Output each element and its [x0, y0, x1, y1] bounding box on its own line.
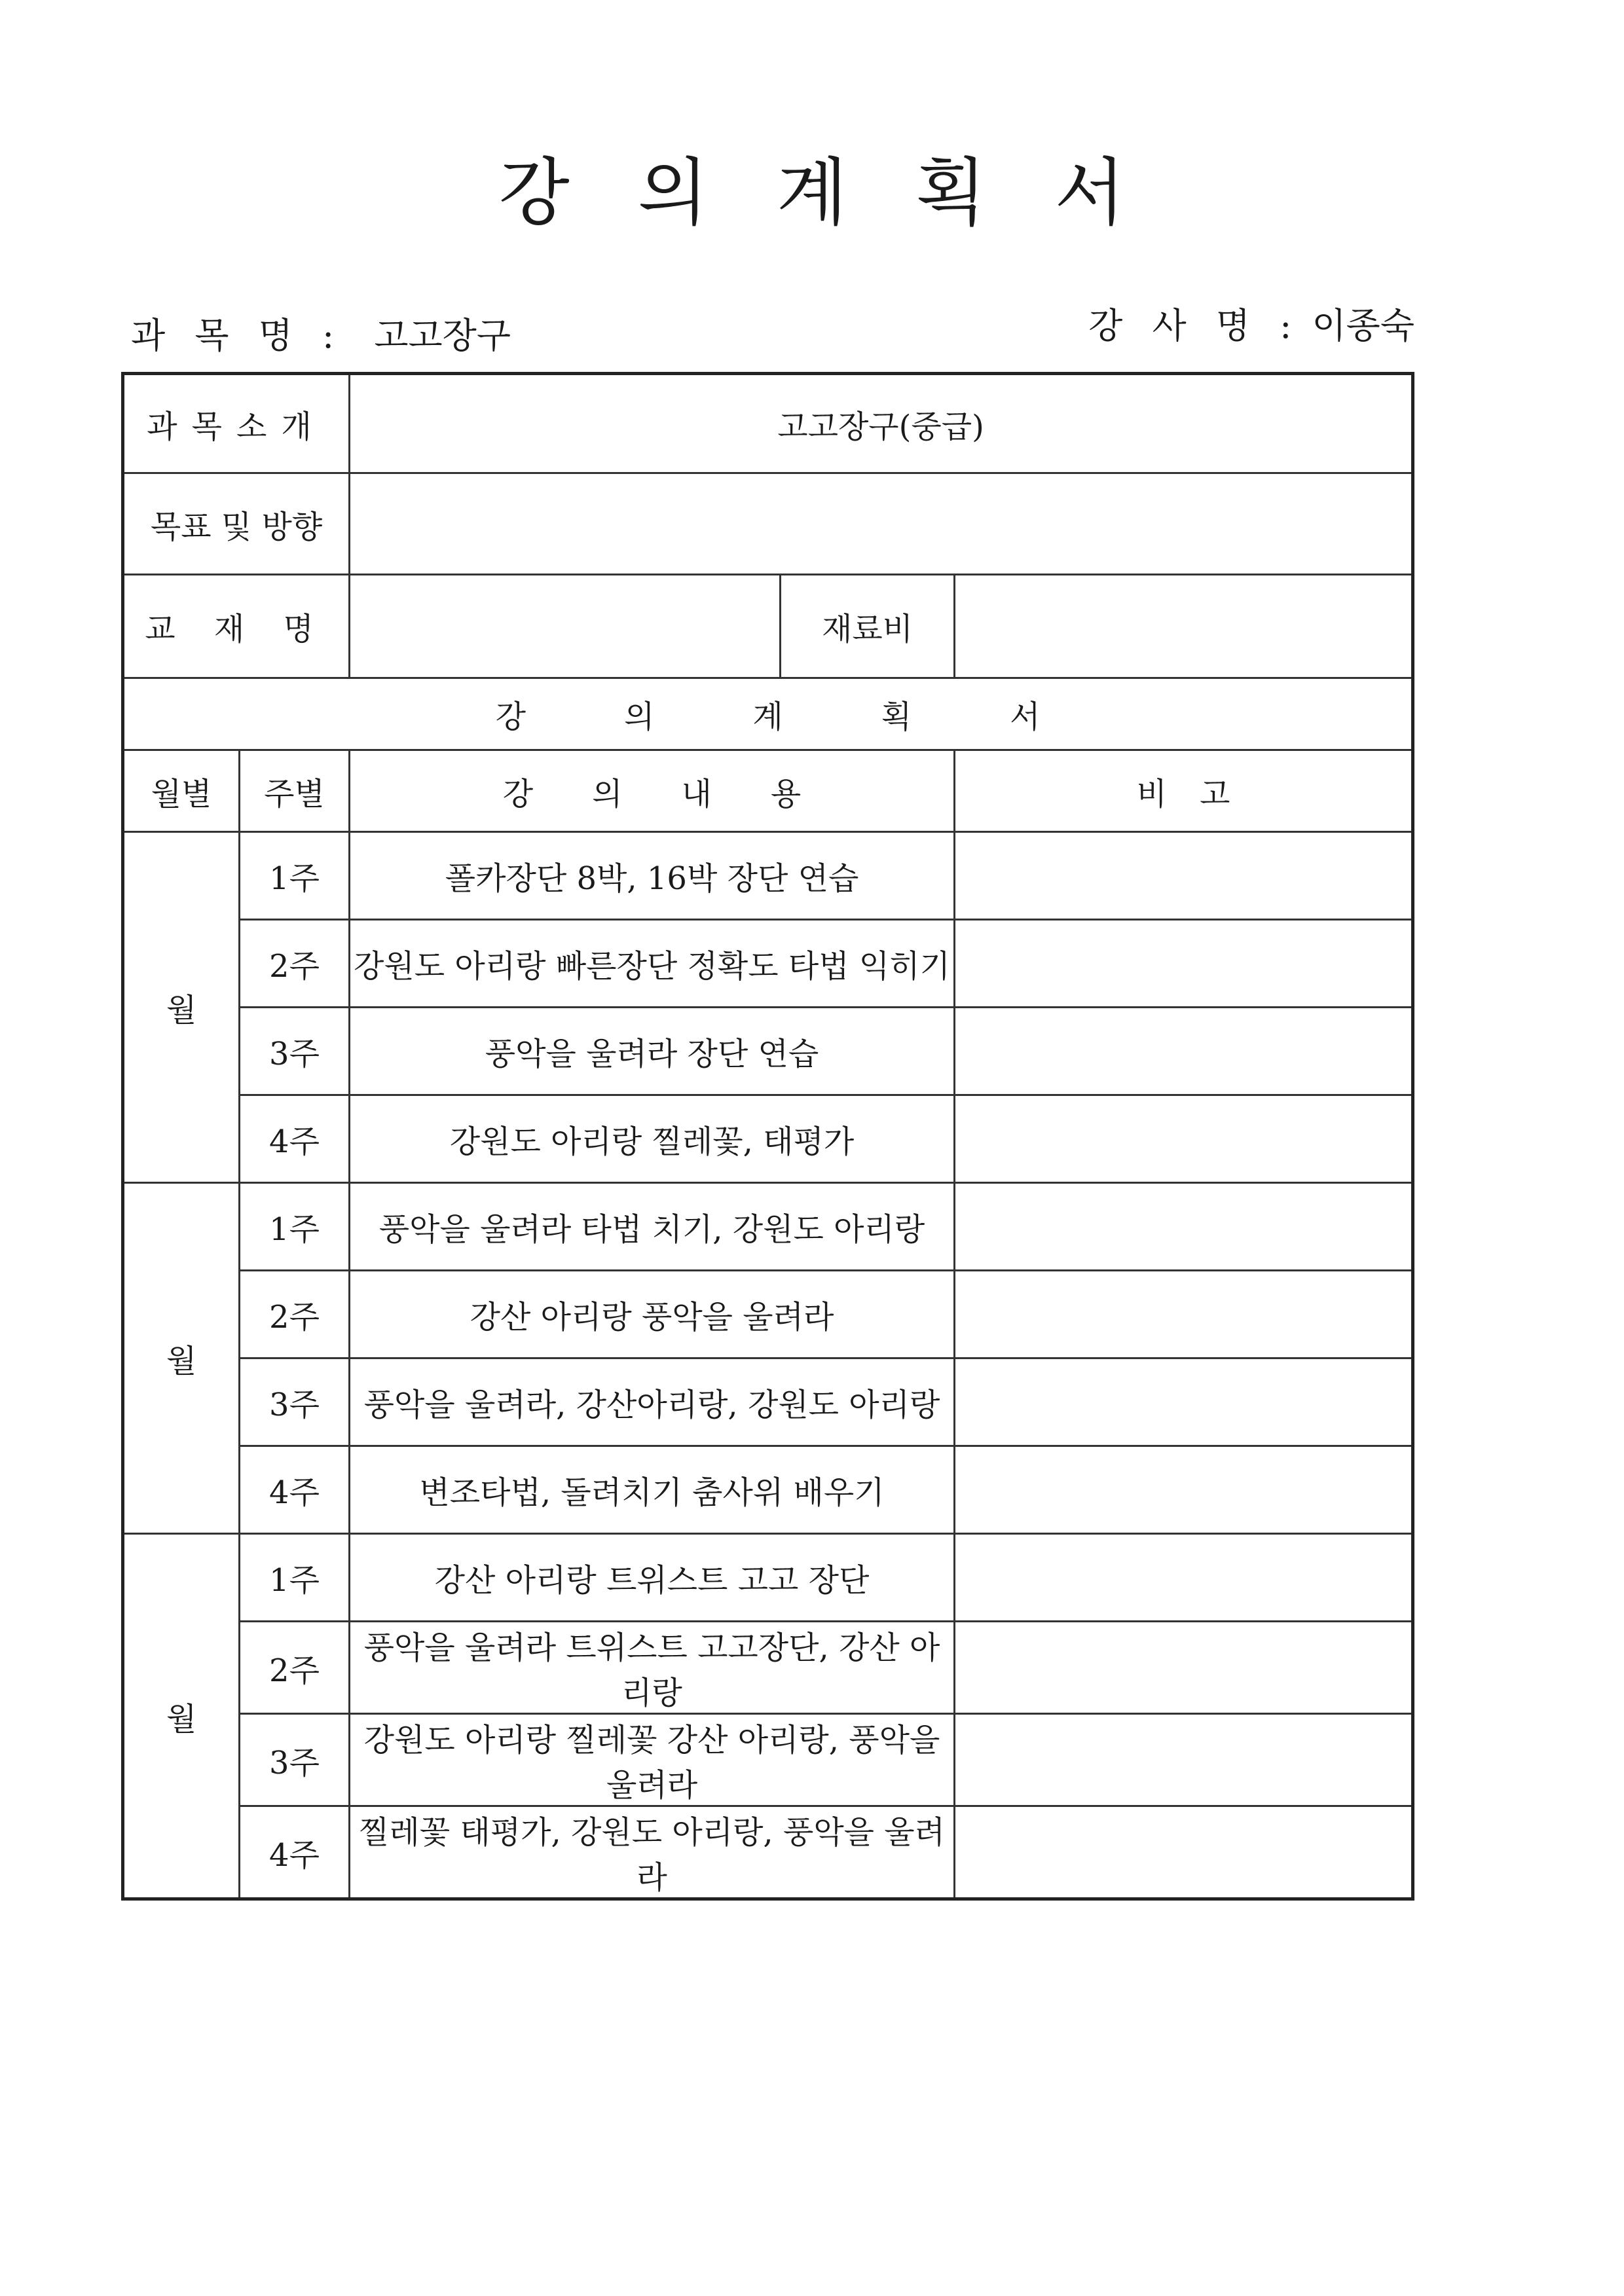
title-char: 서 — [1054, 151, 1126, 236]
week-note — [955, 1183, 1413, 1271]
week-note — [955, 1008, 1413, 1095]
week-label: 1주 — [240, 1534, 350, 1622]
lecturer-value: 이종숙 — [1312, 305, 1414, 346]
textbook-value — [350, 575, 781, 678]
week-note — [955, 1095, 1413, 1183]
week-note — [955, 832, 1413, 920]
table-row — [123, 1358, 1413, 1446]
textbook-label: 교 재 명 — [123, 575, 350, 678]
week-label: 3주 — [240, 1008, 350, 1095]
week-content: 변조타법, 돌려치기 춤사위 배우기 — [350, 1446, 955, 1534]
table-row — [123, 1534, 1413, 1622]
week-note — [955, 1534, 1413, 1622]
week-label: 4주 — [240, 1095, 350, 1183]
week-label: 2주 — [240, 920, 350, 1008]
month-label: 월 — [123, 1534, 240, 1899]
week-content: 폴카장단 8박, 16박 장단 연습 — [350, 832, 955, 920]
week-content: 강원도 아리랑 빠른장단 정확도 타법 익히기 — [350, 920, 955, 1008]
table-row — [123, 1183, 1413, 1271]
week-content: 강산 아리랑 풍악을 울려라 — [350, 1271, 955, 1358]
title-char: 의 — [637, 151, 709, 236]
month-label: 월 — [123, 1183, 240, 1534]
intro-label: 과목소개 — [123, 374, 350, 473]
col-month-header: 월별 — [123, 750, 240, 832]
lecturer-label: 강 사 명 : — [1088, 305, 1301, 346]
week-note — [955, 1806, 1413, 1899]
table-row — [123, 1622, 1413, 1714]
subject-value: 고고장구 — [374, 315, 511, 356]
week-content: 풍악을 울려라, 강산아리랑, 강원도 아리랑 — [350, 1358, 955, 1446]
week-label: 1주 — [240, 832, 350, 920]
col-content-header: 강의내용 — [350, 750, 955, 832]
table-row — [123, 832, 1413, 920]
week-note — [955, 1358, 1413, 1446]
table-row — [123, 1714, 1413, 1806]
col-week-header: 주별 — [240, 750, 350, 832]
week-content: 찔레꽃 태평가, 강원도 아리랑, 풍악을 울려라 — [350, 1806, 955, 1899]
goal-label: 목표 및 방향 — [123, 473, 350, 575]
fee-label: 재료비 — [781, 575, 955, 678]
week-label: 1주 — [240, 1183, 350, 1271]
week-content: 강원도 아리랑 찔레꽃 강산 아리랑, 풍악을 울려라 — [350, 1714, 955, 1806]
fee-value — [955, 575, 1413, 678]
week-label: 4주 — [240, 1446, 350, 1534]
week-note — [955, 1271, 1413, 1358]
table-row — [123, 920, 1413, 1008]
subject-label: 과 목 명 : — [131, 315, 344, 356]
week-label: 2주 — [240, 1271, 350, 1358]
week-label: 4주 — [240, 1806, 350, 1899]
section-title: 강의계획서 — [123, 678, 1413, 750]
document-title — [0, 134, 1624, 240]
title-char: 획 — [915, 151, 987, 236]
month-label: 월 — [123, 832, 240, 1183]
week-label: 3주 — [240, 1714, 350, 1806]
week-content: 강산 아리랑 트위스트 고고 장단 — [350, 1534, 955, 1622]
week-note — [955, 1446, 1413, 1534]
week-label: 2주 — [240, 1622, 350, 1714]
week-note — [955, 1622, 1413, 1714]
subject-line — [131, 308, 511, 358]
table-row — [123, 1446, 1413, 1534]
goal-value — [350, 473, 1413, 575]
title-char: 계 — [776, 151, 848, 236]
table-row — [123, 1095, 1413, 1183]
week-content: 풍악을 울려라 장단 연습 — [350, 1008, 955, 1095]
title-char: 강 — [498, 151, 570, 236]
table-row — [123, 1806, 1413, 1899]
week-content: 풍악을 울려라 타법 치기, 강원도 아리랑 — [350, 1183, 955, 1271]
lecturer-line — [1088, 298, 1414, 348]
week-content: 강원도 아리랑 찔레꽃, 태평가 — [350, 1095, 955, 1183]
lecture-plan-table — [121, 372, 1414, 1901]
col-note-header: 비고 — [955, 750, 1413, 832]
week-label: 3주 — [240, 1358, 350, 1446]
table-row — [123, 1008, 1413, 1095]
week-content: 풍악을 울려라 트위스트 고고장단, 강산 아리랑 — [350, 1622, 955, 1714]
table-row — [123, 1271, 1413, 1358]
week-note — [955, 1714, 1413, 1806]
week-note — [955, 920, 1413, 1008]
intro-value: 고고장구(중급) — [350, 374, 1413, 473]
